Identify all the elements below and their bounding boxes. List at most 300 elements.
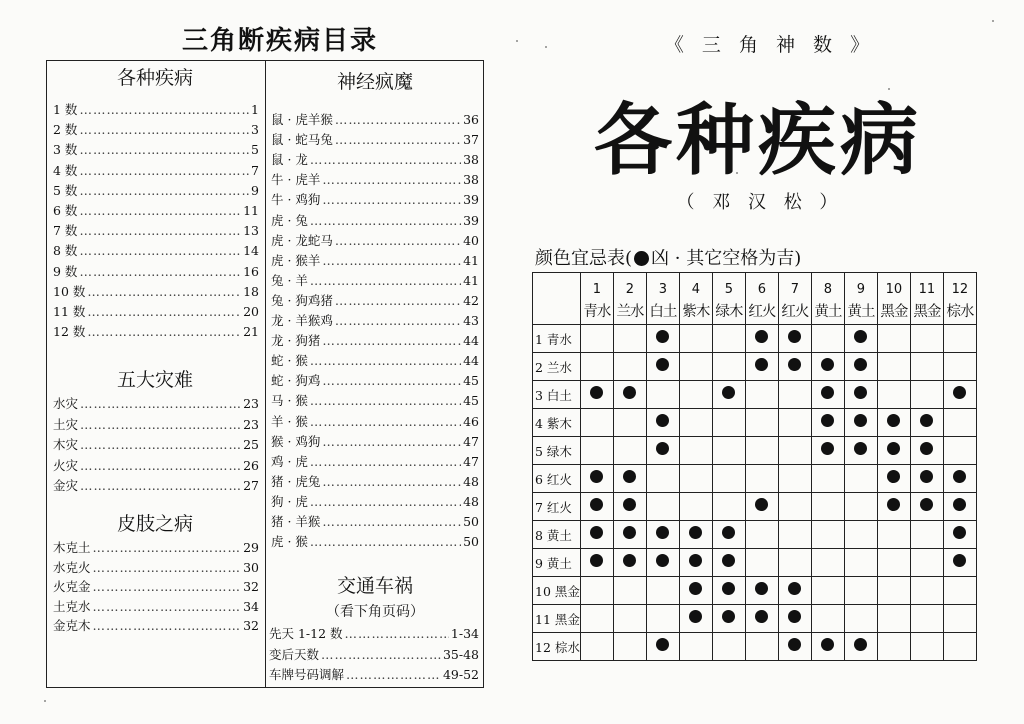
- toc-entry-page: 34: [243, 598, 259, 614]
- filled-circle-icon: [821, 638, 834, 651]
- table-cell: [778, 521, 811, 549]
- table-row: [533, 493, 977, 521]
- table-cell: [613, 437, 646, 465]
- table-cell: [943, 577, 976, 605]
- scan-speck: [44, 700, 46, 702]
- toc-entry: [53, 539, 259, 557]
- column-number: 10: [877, 273, 910, 297]
- toc-entry-label: 猴 · 鸡狗: [271, 433, 321, 449]
- table-cell: [712, 493, 745, 521]
- filled-circle-icon: [689, 526, 702, 539]
- toc-entry-page: 50: [463, 534, 479, 550]
- toc-entry-label: 虎 · 猴羊: [271, 252, 321, 268]
- table-cell: [712, 353, 745, 381]
- column-number: 4: [679, 273, 712, 297]
- table-cell: [712, 521, 745, 549]
- table-cell: [580, 409, 613, 437]
- toc-leader-dots: [310, 413, 461, 431]
- toc-leader-dots: [93, 617, 242, 635]
- toc-entry-page: 41: [463, 252, 479, 268]
- author-name: （ 邓 汉 松 ）: [676, 192, 844, 213]
- table-cell: [844, 381, 877, 409]
- toc-entry-label: 猪 · 虎兔: [271, 473, 321, 489]
- table-cell: [811, 605, 844, 633]
- filled-circle-icon: [755, 582, 768, 595]
- toc-entry-page: 46: [463, 413, 479, 429]
- column-color-name: 绿木: [712, 297, 745, 325]
- table-cell: [580, 353, 613, 381]
- toc-title: 三角断疾病目录: [181, 26, 378, 56]
- filled-circle-icon: [821, 442, 834, 455]
- table-cell: [844, 409, 877, 437]
- column-color-name: 棕水: [943, 297, 976, 325]
- toc-leader-dots: [335, 292, 461, 310]
- filled-circle-icon: [634, 251, 649, 266]
- table-cell: [580, 577, 613, 605]
- filled-circle-icon: [623, 498, 636, 511]
- table-cell: [679, 549, 712, 577]
- table-cell: [943, 353, 976, 381]
- toc-entry-label: 虎 · 猴: [271, 534, 308, 550]
- table-cell: [613, 521, 646, 549]
- table-cell: [943, 633, 976, 661]
- table-cell: [646, 493, 679, 521]
- toc-entry-page: 9: [251, 182, 259, 198]
- toc-leader-dots: [310, 151, 461, 169]
- toc-entry-label: 火克金: [53, 579, 91, 594]
- filled-circle-icon: [920, 414, 933, 427]
- filled-circle-icon: [722, 386, 735, 399]
- table-cell: [580, 633, 613, 661]
- filled-circle-icon: [854, 358, 867, 371]
- table-cell: [943, 465, 976, 493]
- toc-entry-page: 11: [243, 203, 259, 218]
- table-cell: [745, 325, 778, 353]
- toc-entry: [53, 242, 259, 260]
- table-cell: [910, 577, 943, 605]
- toc-entry-page: 1: [251, 102, 259, 117]
- toc-entry-page: 38: [463, 152, 479, 168]
- table-cell: [811, 353, 844, 381]
- caption-suffix: 凶 · 其它空格为吉): [651, 248, 802, 269]
- column-number: 6: [745, 273, 778, 297]
- filled-circle-icon: [623, 386, 636, 399]
- row-color-label: 11 黑金: [533, 605, 581, 633]
- table-cell: [679, 605, 712, 633]
- toc-entry-label: 土克水: [53, 598, 91, 614]
- toc-entry-page: 16: [243, 263, 259, 279]
- filled-circle-icon: [821, 358, 834, 371]
- table-cell: [778, 549, 811, 577]
- column-number: 2: [613, 273, 646, 297]
- table-cell: [580, 325, 613, 353]
- filled-circle-icon: [920, 442, 933, 455]
- table-row: [533, 633, 977, 661]
- toc-entry-label: 蛇 · 猴: [271, 353, 308, 369]
- table-cell: [844, 633, 877, 661]
- table-cell: [580, 465, 613, 493]
- toc-entry: [53, 323, 259, 341]
- toc-entry-page: 42: [463, 292, 479, 308]
- toc-leader-dots: [310, 352, 461, 370]
- table-cell: [646, 521, 679, 549]
- toc-entry-label: 鼠 · 虎羊猴: [271, 112, 333, 127]
- table-cell: [580, 605, 613, 633]
- column-color-name: 兰水: [613, 297, 646, 325]
- toc-leader-dots: [335, 232, 461, 250]
- toc-entry-label: 水克火: [53, 559, 91, 575]
- toc-entry: [271, 533, 479, 551]
- table-cell: [580, 549, 613, 577]
- toc-leader-dots: [335, 131, 461, 149]
- toc-entry: [53, 162, 259, 180]
- toc-entry-page: 36: [463, 112, 479, 127]
- toc-entry: [271, 312, 479, 330]
- toc-leader-dots: [321, 646, 441, 664]
- toc-entry: [271, 453, 479, 471]
- table-cell: [646, 577, 679, 605]
- scan-speck: [545, 46, 547, 48]
- table-cell: [910, 409, 943, 437]
- table-cell: [811, 549, 844, 577]
- toc-entry: [271, 372, 479, 390]
- toc-entry: [271, 493, 479, 511]
- table-cell: [745, 633, 778, 661]
- toc-entry: [269, 646, 479, 664]
- table-cell: [943, 325, 976, 353]
- filled-circle-icon: [887, 442, 900, 455]
- toc-entry-label: 3 数: [53, 142, 78, 158]
- row-color-label: 12 棕水: [533, 633, 581, 661]
- toc-entry-page: 39: [463, 212, 479, 228]
- toc-leader-dots: [79, 162, 249, 180]
- toc-entry: [53, 436, 259, 454]
- filled-circle-icon: [623, 554, 636, 567]
- filled-circle-icon: [953, 470, 966, 483]
- table-cell: [811, 521, 844, 549]
- toc-entry: [53, 617, 259, 635]
- table-cell: [910, 381, 943, 409]
- toc-entry-page: 3: [251, 122, 259, 138]
- toc-entry: [271, 392, 479, 410]
- table-cell: [910, 521, 943, 549]
- column-number: 7: [778, 273, 811, 297]
- toc-frame: [46, 60, 484, 688]
- table-cell: [910, 465, 943, 493]
- toc-leader-dots: [322, 191, 461, 209]
- table-cell: [778, 577, 811, 605]
- table-row: [533, 577, 977, 605]
- toc-entry: [271, 292, 479, 310]
- table-cell: [811, 633, 844, 661]
- toc-entry-page: 48: [463, 473, 479, 489]
- caption-prefix: 颜色宜忌表(: [535, 248, 633, 269]
- table-cell: [778, 493, 811, 521]
- table-cell: [679, 353, 712, 381]
- table-cell: [778, 381, 811, 409]
- row-color-label: 3 白土: [533, 381, 581, 409]
- toc-leader-dots: [93, 539, 242, 557]
- table-cell: [943, 493, 976, 521]
- table-cell: [712, 409, 745, 437]
- table-cell: [943, 549, 976, 577]
- toc-leader-dots: [335, 312, 461, 330]
- toc-entry-label: 鼠 · 蛇马兔: [271, 132, 333, 148]
- table-header-name-row: [533, 297, 977, 325]
- table-row: [533, 353, 977, 381]
- table-cell: [679, 465, 712, 493]
- filled-circle-icon: [788, 582, 801, 595]
- table-cell: [613, 549, 646, 577]
- filled-circle-icon: [953, 386, 966, 399]
- toc-leader-dots: [335, 111, 461, 129]
- table-cell: [943, 437, 976, 465]
- toc-leader-dots: [93, 578, 242, 596]
- filled-circle-icon: [590, 470, 603, 483]
- table-cell: [613, 577, 646, 605]
- toc-leader-dots: [310, 533, 461, 551]
- table-cell: [910, 605, 943, 633]
- table-cell: [712, 549, 745, 577]
- filled-circle-icon: [722, 526, 735, 539]
- filled-circle-icon: [689, 554, 702, 567]
- filled-circle-icon: [623, 470, 636, 483]
- filled-circle-icon: [854, 414, 867, 427]
- table-cell: [877, 325, 910, 353]
- table-caption: [535, 244, 801, 270]
- filled-circle-icon: [788, 330, 801, 343]
- toc-entry-label: 9 数: [53, 263, 78, 279]
- toc-entry-page: 1-34: [450, 626, 479, 641]
- main-title: 各种疾病: [593, 96, 922, 186]
- toc-entry: [53, 395, 259, 413]
- filled-circle-icon: [821, 414, 834, 427]
- table-cell: [712, 465, 745, 493]
- toc-leader-dots: [80, 457, 241, 475]
- toc-entry-label: 金灾: [53, 478, 79, 493]
- row-color-label: 2 兰水: [533, 353, 581, 381]
- toc-entry: [53, 598, 259, 616]
- table-cell: [613, 605, 646, 633]
- toc-leader-dots: [87, 303, 241, 321]
- column-color-name: 紫木: [679, 297, 712, 325]
- toc-entry-label: 鼠 · 龙: [271, 152, 308, 168]
- table-cell: [745, 549, 778, 577]
- table-cell: [679, 437, 712, 465]
- column-color-name: 白土: [646, 297, 679, 325]
- toc-entry-label: 6 数: [53, 203, 78, 218]
- toc-entry-page: 23: [243, 416, 259, 432]
- toc-leader-dots: [80, 436, 241, 454]
- toc-entry-page: 25: [243, 437, 259, 452]
- toc-entry-page: 39: [463, 192, 479, 208]
- table-cell: [745, 493, 778, 521]
- toc-leader-dots: [310, 453, 461, 471]
- filled-circle-icon: [821, 386, 834, 399]
- table-cell: [811, 577, 844, 605]
- filled-circle-icon: [854, 442, 867, 455]
- filled-circle-icon: [788, 610, 801, 623]
- table-cell: [943, 521, 976, 549]
- filled-circle-icon: [722, 582, 735, 595]
- filled-circle-icon: [590, 498, 603, 511]
- toc-entry-label: 牛 · 鸡狗: [271, 192, 321, 208]
- filled-circle-icon: [755, 330, 768, 343]
- toc-entry-label: 12 数: [53, 324, 86, 340]
- table-row: [533, 521, 977, 549]
- toc-entry: [53, 182, 259, 200]
- table-cell: [745, 437, 778, 465]
- column-color-name: 青水: [580, 297, 613, 325]
- toc-leader-dots: [93, 559, 242, 577]
- table-cell: [811, 381, 844, 409]
- toc-entry-page: 50: [463, 514, 479, 529]
- toc-entry: [271, 171, 479, 189]
- column-color-name: 红火: [778, 297, 811, 325]
- row-color-label: 7 红火: [533, 493, 581, 521]
- toc-entry-label: 虎 · 龙蛇马: [271, 232, 333, 248]
- toc-entry-label: 鸡 · 虎: [271, 453, 308, 469]
- filled-circle-icon: [623, 526, 636, 539]
- toc-entry-page: 43: [463, 313, 479, 328]
- table-cell: [877, 493, 910, 521]
- toc-leader-dots: [79, 222, 241, 240]
- toc-entry: [271, 352, 479, 370]
- table-cell: [613, 381, 646, 409]
- toc-leader-dots: [322, 513, 461, 531]
- row-color-label: 9 黄土: [533, 549, 581, 577]
- toc-entry: [271, 513, 479, 531]
- table-cell: [712, 437, 745, 465]
- filled-circle-icon: [590, 386, 603, 399]
- filled-circle-icon: [887, 414, 900, 427]
- filled-circle-icon: [755, 610, 768, 623]
- table-cell: [778, 325, 811, 353]
- toc-leader-dots: [79, 121, 249, 139]
- table-cell: [679, 493, 712, 521]
- table-cell: [679, 409, 712, 437]
- toc-entry: [269, 625, 479, 643]
- table-cell: [679, 633, 712, 661]
- table-row: [533, 381, 977, 409]
- toc-entry-label: 蛇 · 狗鸡: [271, 373, 321, 389]
- toc-entry-page: 18: [243, 283, 259, 299]
- table-cell: [745, 605, 778, 633]
- toc-entry: [271, 252, 479, 270]
- table-cell: [712, 577, 745, 605]
- filled-circle-icon: [656, 638, 669, 651]
- toc-leader-dots: [79, 182, 249, 200]
- table-row: [533, 465, 977, 493]
- toc-section-heading: 各种疾病: [116, 67, 194, 89]
- toc-section-heading: 皮肢之病: [116, 513, 194, 535]
- table-cell: [877, 437, 910, 465]
- toc-entry-label: 车牌号码调解: [269, 667, 345, 682]
- filled-circle-icon: [755, 498, 768, 511]
- table-cell: [877, 605, 910, 633]
- table-cell: [613, 353, 646, 381]
- table-cell: [877, 409, 910, 437]
- filled-circle-icon: [920, 470, 933, 483]
- table-cell: [877, 549, 910, 577]
- toc-entry-page: 44: [463, 353, 479, 369]
- table-cell: [943, 409, 976, 437]
- table-cell: [877, 353, 910, 381]
- toc-entry: [271, 332, 479, 350]
- toc-entry: [53, 283, 259, 301]
- table-cell: [910, 633, 943, 661]
- table-cell: [844, 465, 877, 493]
- column-number: 12: [943, 273, 976, 297]
- toc-leader-dots: [79, 101, 249, 119]
- toc-entry-page: 49-52: [442, 667, 479, 682]
- toc-leader-dots: [310, 392, 461, 410]
- table-cell: [778, 353, 811, 381]
- column-number: 1: [580, 273, 613, 297]
- table-cell: [844, 549, 877, 577]
- toc-leader-dots: [93, 598, 242, 616]
- toc-leader-dots: [322, 473, 461, 491]
- table-row: [533, 437, 977, 465]
- toc-entry-label: 牛 · 虎羊: [271, 172, 321, 188]
- column-color-name: 红火: [745, 297, 778, 325]
- table-cell: [580, 493, 613, 521]
- filled-circle-icon: [590, 554, 603, 567]
- toc-entry-label: 兔 · 羊: [271, 272, 308, 288]
- toc-entry: [53, 416, 259, 434]
- table-cell: [811, 465, 844, 493]
- toc-leader-dots: [310, 493, 461, 511]
- toc-entry-label: 10 数: [53, 283, 86, 299]
- toc-entry-page: 41: [463, 272, 479, 288]
- table-cell: [910, 549, 943, 577]
- filled-circle-icon: [953, 498, 966, 511]
- toc-subheading: （看下角页码）: [326, 604, 424, 620]
- table-cell: [778, 605, 811, 633]
- table-cell: [580, 381, 613, 409]
- filled-circle-icon: [689, 610, 702, 623]
- table-cell: [811, 409, 844, 437]
- toc-entry-page: 14: [243, 243, 259, 259]
- toc-entry-page: 44: [463, 333, 479, 349]
- filled-circle-icon: [854, 638, 867, 651]
- table-cell: [877, 577, 910, 605]
- toc-entry: [271, 111, 479, 129]
- toc-entry: [271, 433, 479, 451]
- toc-entry-page: 38: [463, 172, 479, 188]
- column-number: 11: [910, 273, 943, 297]
- toc-entry: [271, 473, 479, 491]
- toc-entry-page: 20: [243, 304, 259, 319]
- table-cell: [646, 633, 679, 661]
- table-cell: [613, 493, 646, 521]
- row-color-label: 10 黑金: [533, 577, 581, 605]
- filled-circle-icon: [722, 554, 735, 567]
- filled-circle-icon: [656, 442, 669, 455]
- toc-entry: [53, 477, 259, 495]
- toc-entry: [53, 121, 259, 139]
- toc-entry: [53, 101, 259, 119]
- toc-entry-label: 虎 · 兔: [271, 212, 308, 228]
- toc-leader-dots: [322, 372, 461, 390]
- table-cell: [712, 605, 745, 633]
- toc-entry-page: 13: [243, 223, 259, 239]
- table-cell: [745, 521, 778, 549]
- table-cell: [844, 325, 877, 353]
- table-cell: [943, 381, 976, 409]
- toc-leader-dots: [346, 666, 441, 684]
- table-cell: [778, 409, 811, 437]
